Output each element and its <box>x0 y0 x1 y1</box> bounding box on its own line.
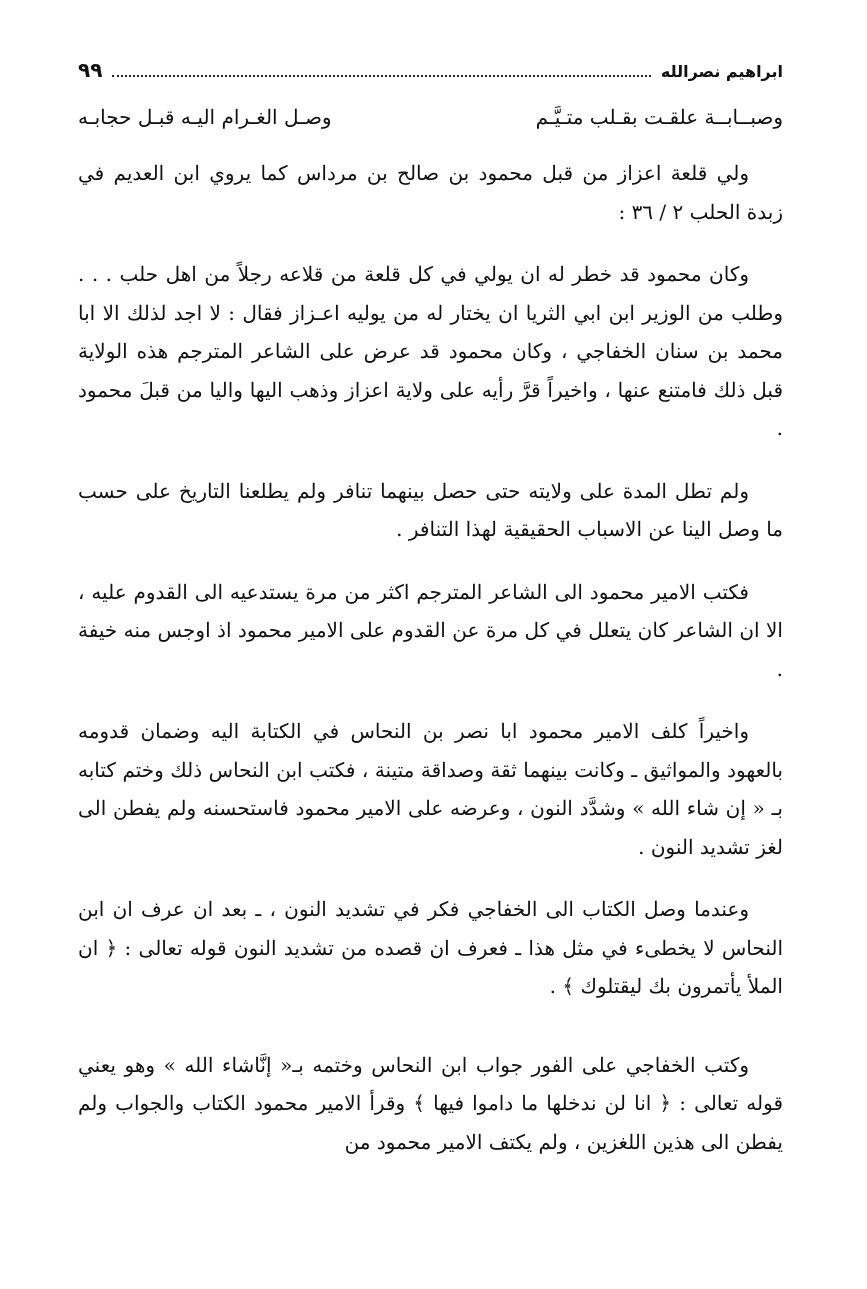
paragraph-khafaji-reading: وعندما وصل الكتاب الى الخفاجي فكر في تشديد النون ، ـ بعد ان عرف ان ابن النحاس لا يخطىء في مثل هذا ـ فعرف ان قصده من تشديد النون قوله تعالى : ﴿ ان الملأ يأتمرون بك ليقتلوك ﴾ . <box>78 897 783 998</box>
verse-first-hemistich: وصبــابــة علقـت بقـلب متـيَّـم <box>535 105 783 129</box>
header-dot-leader <box>112 73 650 77</box>
paragraph-qalaat-iazaz: ولي قلعة اعزاز من قبل محمود بن صالح بن مرداس كما يروي ابن العديم في زبدة الحلب ٢ / ٣٦ : <box>78 161 783 224</box>
paragraph-khafaji-reply: وكتب الخفاجي على الفور جواب ابن النحاس وختمه بـ« إنَّاشاء الله » وهو يعني قوله تعالى : ﴿ انا لن ندخلها ما داموا فيها ﴾ وقرأ الامير محمود الكتاب والجواب ولم يفطن الى هذين اللغزين ، ولم يكتف الامير محمود من <box>78 1052 783 1154</box>
book-page <box>78 58 783 1161</box>
paragraph-estrangement: ولم تطل المدة على ولايته حتى حصل بينهما تنافر ولم يطلعنا التاريخ على حسب ما وصل الينا عن الاسباب الحقيقية لهذا التنافر . <box>78 478 783 541</box>
paragraph-mahmud-appointment: وكان محمود قد خطر له ان يولي في كل قلعة من قلاعه رجلاً من اهل حلب . . . وطلب من الوزير ابن ابي الثريا ان يختار له من يوليه اعـزاز فقال : لا اجد لذلك الا ابا محمد بن سنان الخفاجي ، وكان محمود قد عرض على الشاعر المترجم هذه الولاية قبل ذلك فامتنع عنها ، واخيراً قرَّ رأيه على ولاية اعزاز وذهب اليها واليا من قبلَ محمود . <box>78 262 783 440</box>
running-header <box>78 58 783 92</box>
page-number: ٩٩ <box>78 58 103 82</box>
paragraph-ibn-nahhas-letter: واخيراً كلف الامير محمود ابا نصر بن النحاس في الكتابة اليه وضمان قدومه بالعهود والمواثيق ـ وكانت بينهما ثقة وصداقة متينة ، فكتب ابن النحاس ذلك وختم كتابه بـ « إن شاء الله » وشدَّد النون ، وعرضه على الامير محمود فاستحسنه ولم يفطن الى لغز تشديد النون . <box>78 719 783 859</box>
poetry-verse <box>78 100 783 134</box>
paragraph-summons: فكتب الامير محمود الى الشاعر المترجم اكثر من مرة يستدعيه الى القدوم عليه ، الا ان الشاعر كان يتعلل في كل مرة عن القدوم على الامير محمود اذ اوجس منه خيفة . <box>78 579 783 681</box>
verse-second-hemistich: وصـل الغـرام اليـه قبـل حجابـه <box>78 105 332 129</box>
running-header-author: ابراهيم نصرالله <box>660 62 783 81</box>
